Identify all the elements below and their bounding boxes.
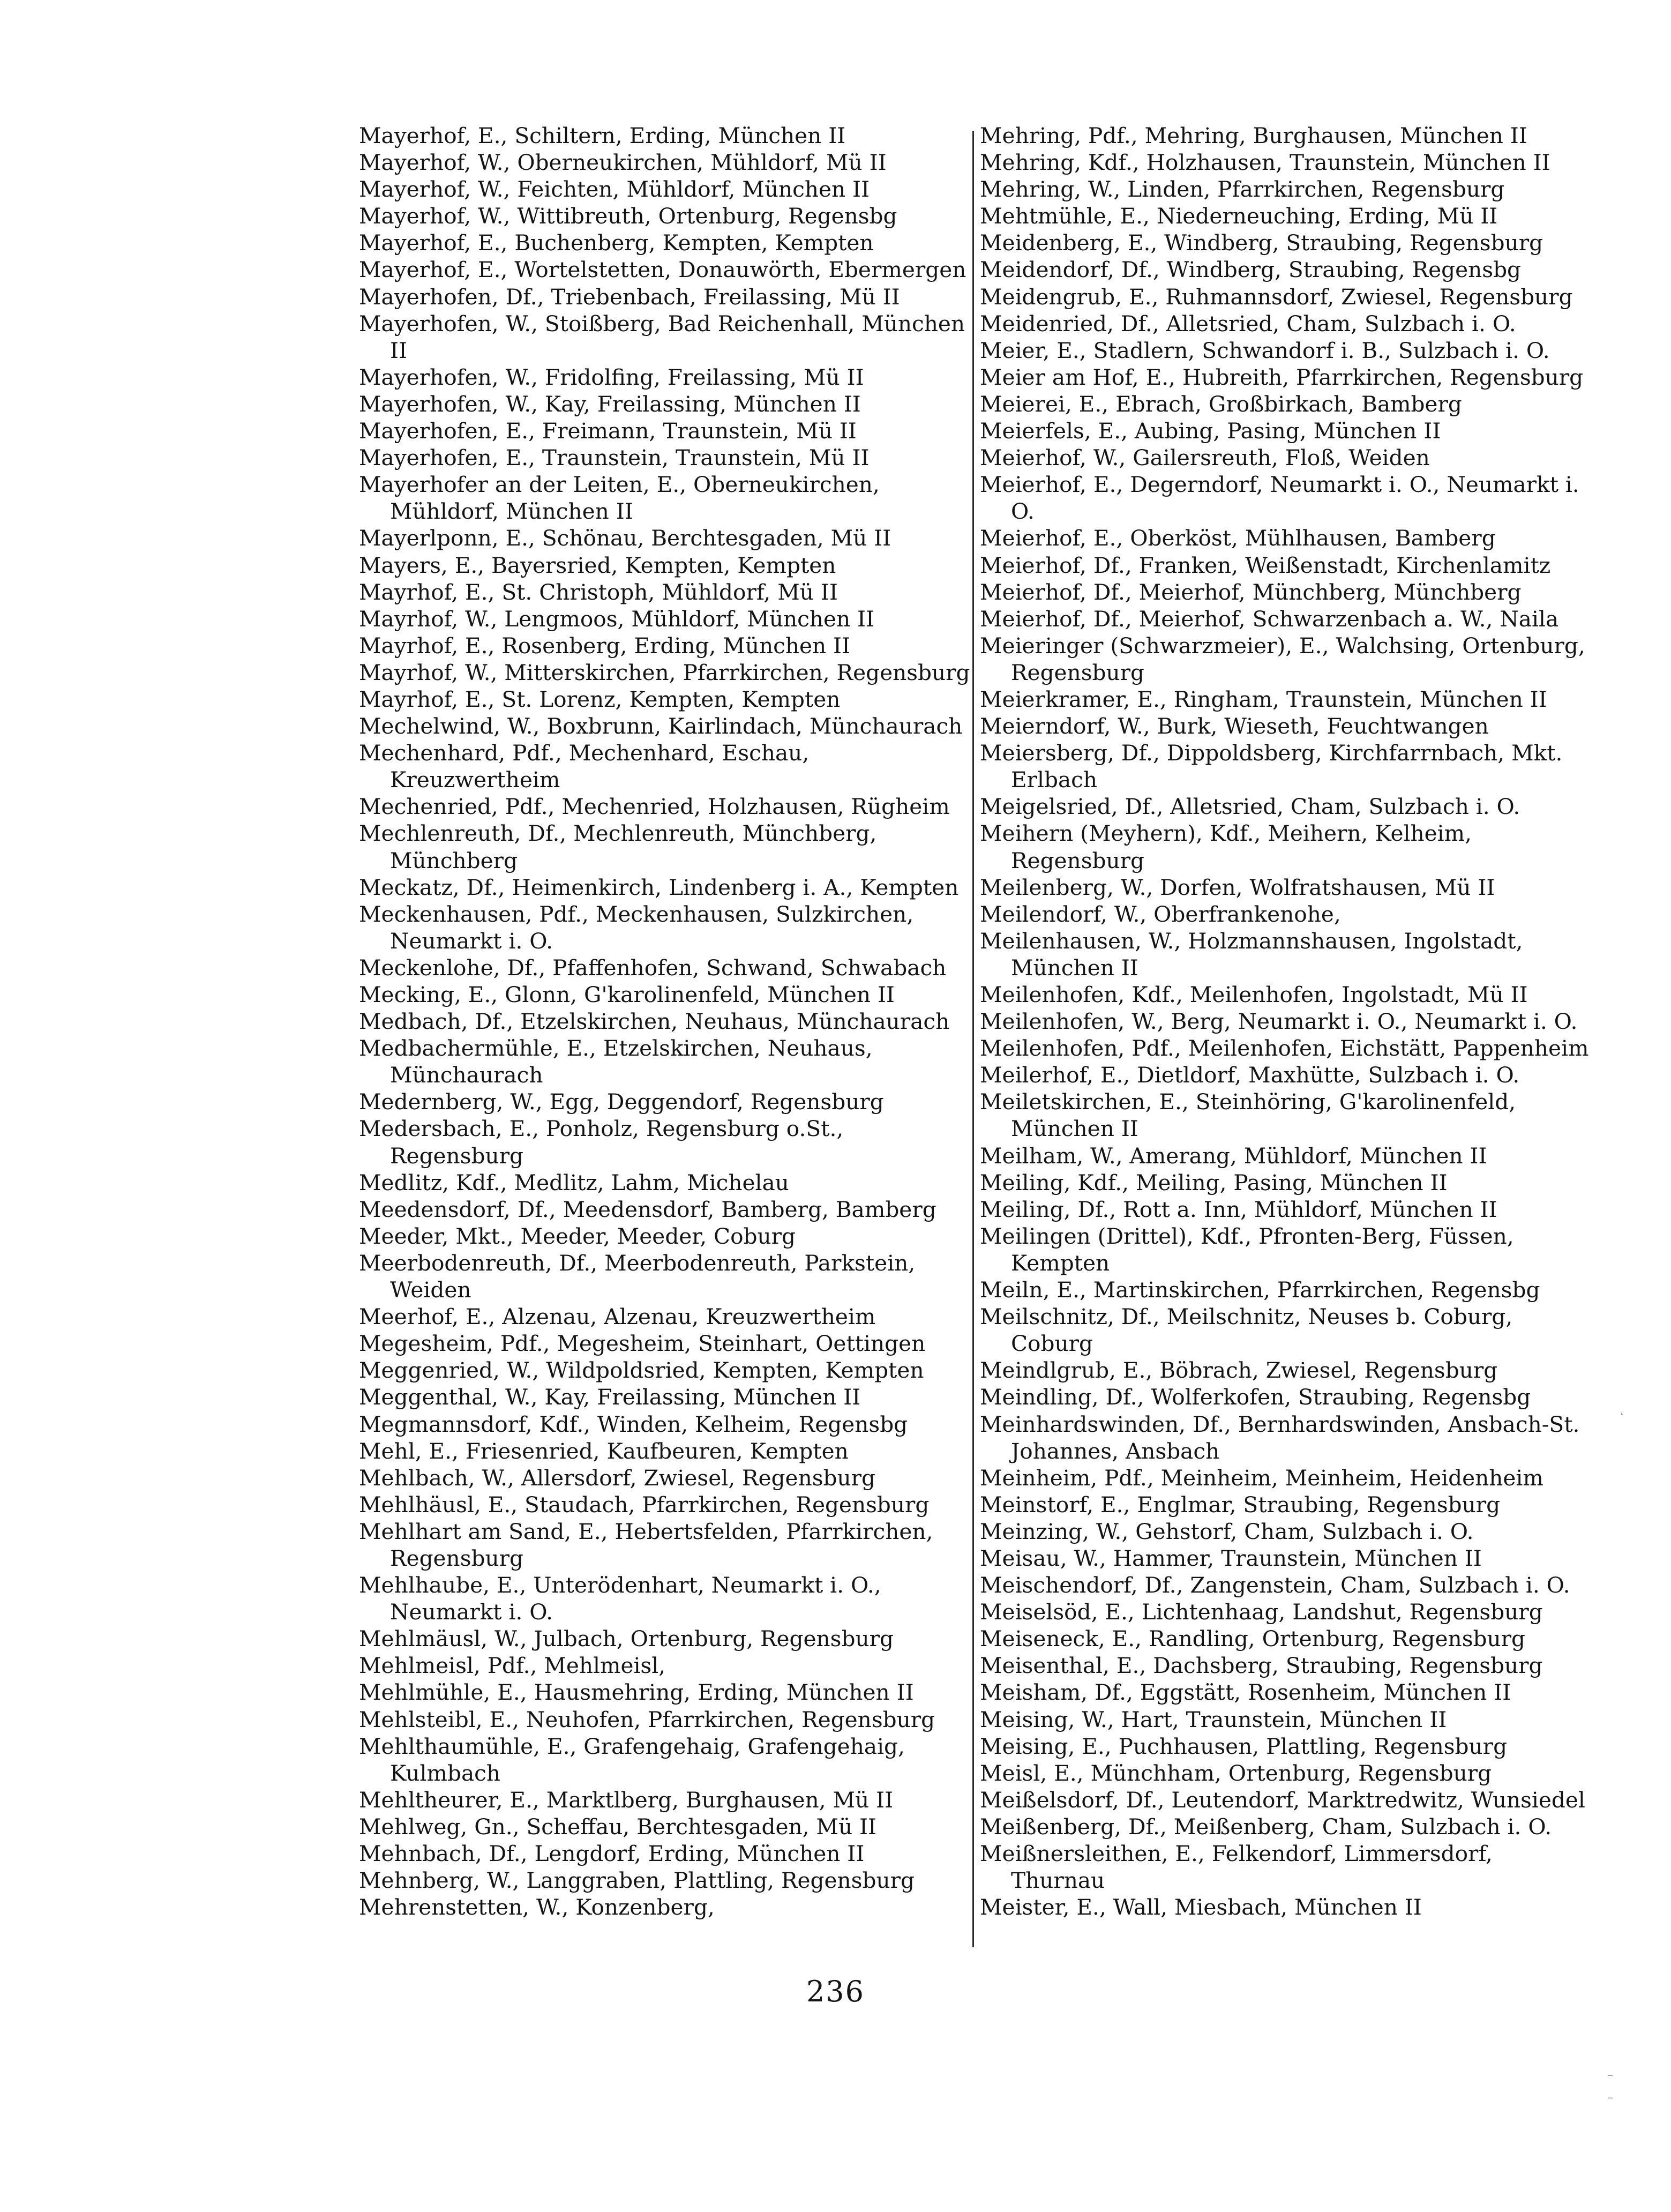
gazetteer-entry: Medersbach, E., Ponholz, Regensburg o.St., Regensburg bbox=[359, 1116, 844, 1169]
gazetteer-entry: Meier am Hof, E., Hubreith, Pfarrkirchen, Regensburg bbox=[980, 364, 1584, 390]
gazetteer-entry: Meischendorf, Df., Zangenstein, Cham, Sulzbach i. O. bbox=[980, 1572, 1570, 1598]
gazetteer-entry: Mechenhard, Pdf., Mechenhard, Eschau, Kreuzwertheim bbox=[359, 740, 810, 793]
gazetteer-entry: Meisham, Df., Eggstätt, Rosenheim, München II bbox=[980, 1679, 1511, 1706]
gazetteer-entry: Meißenberg, Df., Meißenberg, Cham, Sulzbach i. O. bbox=[980, 1813, 1552, 1840]
gazetteer-entry: Meising, W., Hart, Traunstein, München II bbox=[980, 1706, 1447, 1732]
gazetteer-entry: Meilingen (Drittel), Kdf., Pfronten-Berg, Füssen, Kempten bbox=[980, 1223, 1514, 1276]
gazetteer-entry: Meilenberg, W., Dorfen, Wolfratshausen, Mü II bbox=[980, 874, 1495, 900]
gazetteer-entry: Mayerhof, E., Buchenberg, Kempten, Kempten bbox=[359, 230, 874, 256]
gazetteer-entry: Mayrhof, W., Lengmoos, Mühldorf, München II bbox=[359, 606, 875, 632]
gazetteer-entry: Meiling, Df., Rott a. Inn, Mühldorf, München II bbox=[980, 1196, 1497, 1222]
gazetteer-entry: Mayerhof, W., Oberneukirchen, Mühldorf, Mü II bbox=[359, 150, 887, 176]
gazetteer-entry: Meinstorf, E., Englmar, Straubing, Regensburg bbox=[980, 1491, 1501, 1518]
gazetteer-entry: Meieringer (Schwarzmeier), E., Walchsing, Ortenburg, Regensburg bbox=[980, 632, 1585, 685]
left-column bbox=[359, 122, 971, 1920]
gazetteer-entry: Mehlweg, Gn., Scheffau, Berchtesgaden, Mü II bbox=[359, 1813, 877, 1840]
gazetteer-entry: Mehlthaumühle, E., Grafengehaig, Grafengehaig, Kulmbach bbox=[359, 1733, 905, 1786]
gazetteer-entry: Meidendorf, Df., Windberg, Straubing, Regensbg bbox=[980, 257, 1522, 283]
gazetteer-entry: Meiling, Kdf., Meiling, Pasing, München II bbox=[980, 1169, 1448, 1195]
gazetteer-entry: Mehlsteibl, E., Neuhofen, Pfarrkirchen, Regensburg bbox=[359, 1706, 935, 1732]
gazetteer-entry: Meindlgrub, E., Böbrach, Zwiesel, Regensburg bbox=[980, 1357, 1498, 1384]
gazetteer-entry: Meierfels, E., Aubing, Pasing, München II bbox=[980, 418, 1441, 444]
gazetteer-entry: Meierhof, Df., Franken, Weißenstadt, Kirchenlamitz bbox=[980, 552, 1551, 578]
gazetteer-entry: Meierhof, E., Oberköst, Mühlhausen, Bamberg bbox=[980, 525, 1496, 551]
gazetteer-entry: Meilenhofen, Pdf., Meilenhofen, Eichstätt, Pappenheim bbox=[980, 1035, 1589, 1062]
gazetteer-entry: Mehlbach, W., Allersdorf, Zwiesel, Regensburg bbox=[359, 1464, 876, 1491]
gazetteer-entry: Meidenried, Df., Alletsried, Cham, Sulzbach i. O. bbox=[980, 310, 1516, 337]
gazetteer-entry: Meilham, W., Amerang, Mühldorf, München II bbox=[980, 1142, 1487, 1169]
gazetteer-entry: Mechelwind, W., Boxbrunn, Kairlindach, Münchaurach bbox=[359, 713, 963, 739]
gazetteer-entry: Meggenthal, W., Kay, Freilassing, München II bbox=[359, 1384, 861, 1410]
gazetteer-entry: Mecking, E., Glonn, G'karolinenfeld, München II bbox=[359, 982, 895, 1007]
gazetteer-entry: Meiersberg, Df., Dippoldsberg, Kirchfarrnbach, Mkt. Erlbach bbox=[980, 740, 1563, 793]
gazetteer-entry: Mehlhart am Sand, E., Hebertsfelden, Pfarrkirchen, Regensburg bbox=[359, 1518, 933, 1571]
gazetteer-entry: Mechlenreuth, Df., Mechlenreuth, Münchberg, Münchberg bbox=[359, 820, 877, 873]
gazetteer-entry: Meierhof, E., Degerndorf, Neumarkt i. O., Neumarkt i. O. bbox=[980, 472, 1579, 525]
gazetteer-entry: Meidenberg, E., Windberg, Straubing, Regensburg bbox=[980, 230, 1543, 256]
gazetteer-entry: Meerbodenreuth, Df., Meerbodenreuth, Parkstein, Weiden bbox=[359, 1250, 916, 1303]
gazetteer-entry: Mayerhof, W., Wittibreuth, Ortenburg, Regensbg bbox=[359, 203, 897, 229]
gazetteer-entry: Medernberg, W., Egg, Deggendorf, Regensburg bbox=[359, 1089, 884, 1115]
gazetteer-entry: Megesheim, Pdf., Megesheim, Steinhart, Oettingen bbox=[359, 1331, 926, 1357]
gazetteer-entry: Meindling, Df., Wolferkofen, Straubing, Regensbg bbox=[980, 1384, 1531, 1410]
gazetteer-entry: Mayerhofen, W., Kay, Freilassing, München II bbox=[359, 391, 861, 417]
gazetteer-entry: Meißelsdorf, Df., Leutendorf, Marktredwitz, Wunsiedel bbox=[980, 1787, 1585, 1813]
gazetteer-entry: Mehtmühle, E., Niederneuching, Erding, Mü II bbox=[980, 203, 1498, 229]
gazetteer-entry: Meeder, Mkt., Meeder, Meeder, Coburg bbox=[359, 1223, 796, 1249]
gazetteer-entry: Meißnersleithen, E., Felkendorf, Limmersdorf, Thurnau bbox=[980, 1841, 1493, 1894]
page-number: 236 bbox=[806, 1975, 865, 2008]
gazetteer-entry: Mehnberg, W., Langgraben, Plattling, Regensburg bbox=[359, 1867, 915, 1894]
gazetteer-entry: Meierhof, Df., Meierhof, Schwarzenbach a. W., Naila bbox=[980, 606, 1559, 632]
gazetteer-entry: Meidengrub, E., Ruhmannsdorf, Zwiesel, Regensburg bbox=[980, 283, 1573, 310]
gazetteer-entry: Meisenthal, E., Dachsberg, Straubing, Regensburg bbox=[980, 1653, 1543, 1679]
gazetteer-entry: Meerhof, E., Alzenau, Alzenau, Kreuzwertheim bbox=[359, 1304, 876, 1330]
gazetteer-entry: Meinheim, Pdf., Meinheim, Meinheim, Heidenheim bbox=[980, 1464, 1543, 1491]
gazetteer-entry: Medbach, Df., Etzelskirchen, Neuhaus, Münchaurach bbox=[359, 1008, 950, 1035]
gazetteer-entry: Meisl, E., Münchham, Ortenburg, Regensburg bbox=[980, 1760, 1492, 1786]
gazetteer-entry: Meier, E., Stadlern, Schwandorf i. B., Sulzbach i. O. bbox=[980, 337, 1550, 363]
gazetteer-entry: Meilendorf, W., Oberfrankenohe, bbox=[980, 901, 1341, 927]
gazetteer-entry: Meierei, E., Ebrach, Großbirkach, Bamberg bbox=[980, 391, 1462, 417]
gazetteer-entry: Mayrhof, E., St. Lorenz, Kempten, Kempten bbox=[359, 686, 841, 712]
gazetteer-entry: Mehltheurer, E., Marktlberg, Burghausen, Mü II bbox=[359, 1787, 894, 1813]
gazetteer-entry: Meedensdorf, Df., Meedensdorf, Bamberg, Bamberg bbox=[359, 1196, 936, 1222]
gazetteer-entry: Medlitz, Kdf., Medlitz, Lahm, Michelau bbox=[359, 1169, 789, 1195]
gazetteer-entry: Meilenhausen, W., Holzmannshausen, Ingolstadt, München II bbox=[980, 928, 1523, 981]
gazetteer-entry: Meigelsried, Df., Alletsried, Cham, Sulzbach i. O. bbox=[980, 794, 1520, 820]
stray-mark: ˛ bbox=[1619, 1402, 1625, 1416]
gazetteer-entry: Mayerhof, W., Feichten, Mühldorf, München II bbox=[359, 176, 870, 203]
gazetteer-entry: Meierhof, W., Gailersreuth, Floß, Weiden bbox=[980, 445, 1430, 471]
gazetteer-entry: Meierndorf, W., Burk, Wieseth, Feuchtwangen bbox=[980, 713, 1489, 739]
gazetteer-entry: Megmannsdorf, Kdf., Winden, Kelheim, Regensbg bbox=[359, 1411, 908, 1437]
gazetteer-entry: Meiselsöd, E., Lichtenhaag, Landshut, Regensburg bbox=[980, 1599, 1543, 1625]
gazetteer-entry: Meilenhofen, Kdf., Meilenhofen, Ingolstadt, Mü II bbox=[980, 982, 1528, 1007]
gazetteer-entry: Meckenlohe, Df., Pfaffenhofen, Schwand, Schwabach bbox=[359, 954, 947, 981]
gazetteer-entry: Meilenhofen, W., Berg, Neumarkt i. O., Neumarkt i. O. bbox=[980, 1008, 1578, 1035]
gazetteer-entry: Mehrenstetten, W., Konzenberg, bbox=[359, 1894, 715, 1920]
gazetteer-entry: Mayrhof, E., St. Christoph, Mühldorf, Mü II bbox=[359, 579, 838, 605]
gazetteer-entry: Mayerhofen, E., Freimann, Traunstein, Mü II bbox=[359, 418, 857, 444]
gazetteer-entry: Meiletskirchen, E., Steinhöring, G'karolinenfeld, München II bbox=[980, 1089, 1516, 1142]
gazetteer-entry: Meiln, E., Martinskirchen, Pfarrkirchen, Regensbg bbox=[980, 1277, 1540, 1303]
gazetteer-entry: Meggenried, W., Wildpoldsried, Kempten, Kempten bbox=[359, 1357, 924, 1384]
gazetteer-entry: Mayerhofen, E., Traunstein, Traunstein, Mü II bbox=[359, 445, 870, 471]
gazetteer-entry: Mayerlponn, E., Schönau, Berchtesgaden, Mü II bbox=[359, 525, 891, 551]
gazetteer-entry: Medbachermühle, E., Etzelskirchen, Neuhaus, Münchaurach bbox=[359, 1035, 873, 1088]
gazetteer-entry: Mehl, E., Friesenried, Kaufbeuren, Kempten bbox=[359, 1438, 849, 1464]
gazetteer-entry: Mayerhofer an der Leiten, E., Oberneukirchen, Mühldorf, München II bbox=[359, 472, 880, 525]
gazetteer-entry: Meinhardswinden, Df., Bernhardswinden, Ansbach-St. Johannes, Ansbach bbox=[980, 1411, 1580, 1464]
gazetteer-entry: Meihern (Meyhern), Kdf., Meihern, Kelheim, Regensburg bbox=[980, 820, 1472, 873]
gazetteer-entry: Meilschnitz, Df., Meilschnitz, Neuses b. Coburg, Coburg bbox=[980, 1304, 1513, 1357]
gazetteer-entry: Mehlhäusl, E., Staudach, Pfarrkirchen, Regensburg bbox=[359, 1491, 930, 1518]
gazetteer-entry: Mechenried, Pdf., Mechenried, Holzhausen, Rügheim bbox=[359, 794, 950, 820]
gazetteer-entry: Mehlmäusl, W., Julbach, Ortenburg, Regensburg bbox=[359, 1626, 894, 1652]
gazetteer-entry: Meckenhausen, Pdf., Meckenhausen, Sulzkirchen, Neumarkt i. O. bbox=[359, 901, 914, 954]
stray-mark: – bbox=[1607, 2091, 1613, 2104]
gazetteer-entry: Meierhof, Df., Meierhof, Münchberg, Münchberg bbox=[980, 579, 1522, 605]
gazetteer-entry: Mehring, W., Linden, Pfarrkirchen, Regensburg bbox=[980, 176, 1505, 203]
right-column bbox=[980, 122, 1591, 1920]
gazetteer-entry: Meckatz, Df., Heimenkirch, Lindenberg i. A., Kempten bbox=[359, 874, 959, 900]
gazetteer-entry: Mehnbach, Df., Lengdorf, Erding, München II bbox=[359, 1841, 865, 1866]
gazetteer-entry: Mayrhof, W., Mitterskirchen, Pfarrkirchen, Regensburg bbox=[359, 659, 970, 685]
column-divider bbox=[972, 131, 974, 1947]
gazetteer-entry: Mayrhof, E., Rosenberg, Erding, München II bbox=[359, 632, 851, 659]
gazetteer-entry: Mehlmühle, E., Hausmehring, Erding, München II bbox=[359, 1679, 914, 1706]
gazetteer-entry: Mayerhof, E., Schiltern, Erding, München II bbox=[359, 123, 846, 148]
stray-mark: – bbox=[1607, 2068, 1613, 2082]
gazetteer-entry: Mayers, E., Bayersried, Kempten, Kempten bbox=[359, 552, 836, 578]
gazetteer-entry: Mayerhofen, W., Stoißberg, Bad Reichenhall, München II bbox=[359, 310, 965, 363]
gazetteer-entry: Meierkramer, E., Ringham, Traunstein, München II bbox=[980, 686, 1547, 712]
gazetteer-entry: Meinzing, W., Gehstorf, Cham, Sulzbach i. O. bbox=[980, 1518, 1474, 1544]
gazetteer-entry: Meilerhof, E., Dietldorf, Maxhütte, Sulzbach i. O. bbox=[980, 1062, 1520, 1088]
gazetteer-entry: Meisau, W., Hammer, Traunstein, München II bbox=[980, 1545, 1482, 1571]
gazetteer-entry: Mehring, Pdf., Mehring, Burghausen, München II bbox=[980, 123, 1527, 148]
gazetteer-entry: Meiseneck, E., Randling, Ortenburg, Regensburg bbox=[980, 1626, 1526, 1652]
gazetteer-entry: Mayerhofen, W., Fridolfing, Freilassing, Mü II bbox=[359, 364, 864, 390]
gazetteer-entry: Meising, E., Puchhausen, Plattling, Regensburg bbox=[980, 1733, 1508, 1759]
gazetteer-entry: Mehlhaube, E., Unterödenhart, Neumarkt i. O., Neumarkt i. O. bbox=[359, 1572, 881, 1625]
gazetteer-entry: Mayerhof, E., Wortelstetten, Donauwörth, Ebermergen bbox=[359, 257, 966, 283]
gazetteer-entry: Mehring, Kdf., Holzhausen, Traunstein, München II bbox=[980, 150, 1550, 176]
gazetteer-entry: Meister, E., Wall, Miesbach, München II bbox=[980, 1894, 1422, 1920]
gazetteer-entry: Mehlmeisl, Pdf., Mehlmeisl, bbox=[359, 1653, 666, 1679]
gazetteer-entry: Mayerhofen, Df., Triebenbach, Freilassing, Mü II bbox=[359, 283, 900, 310]
